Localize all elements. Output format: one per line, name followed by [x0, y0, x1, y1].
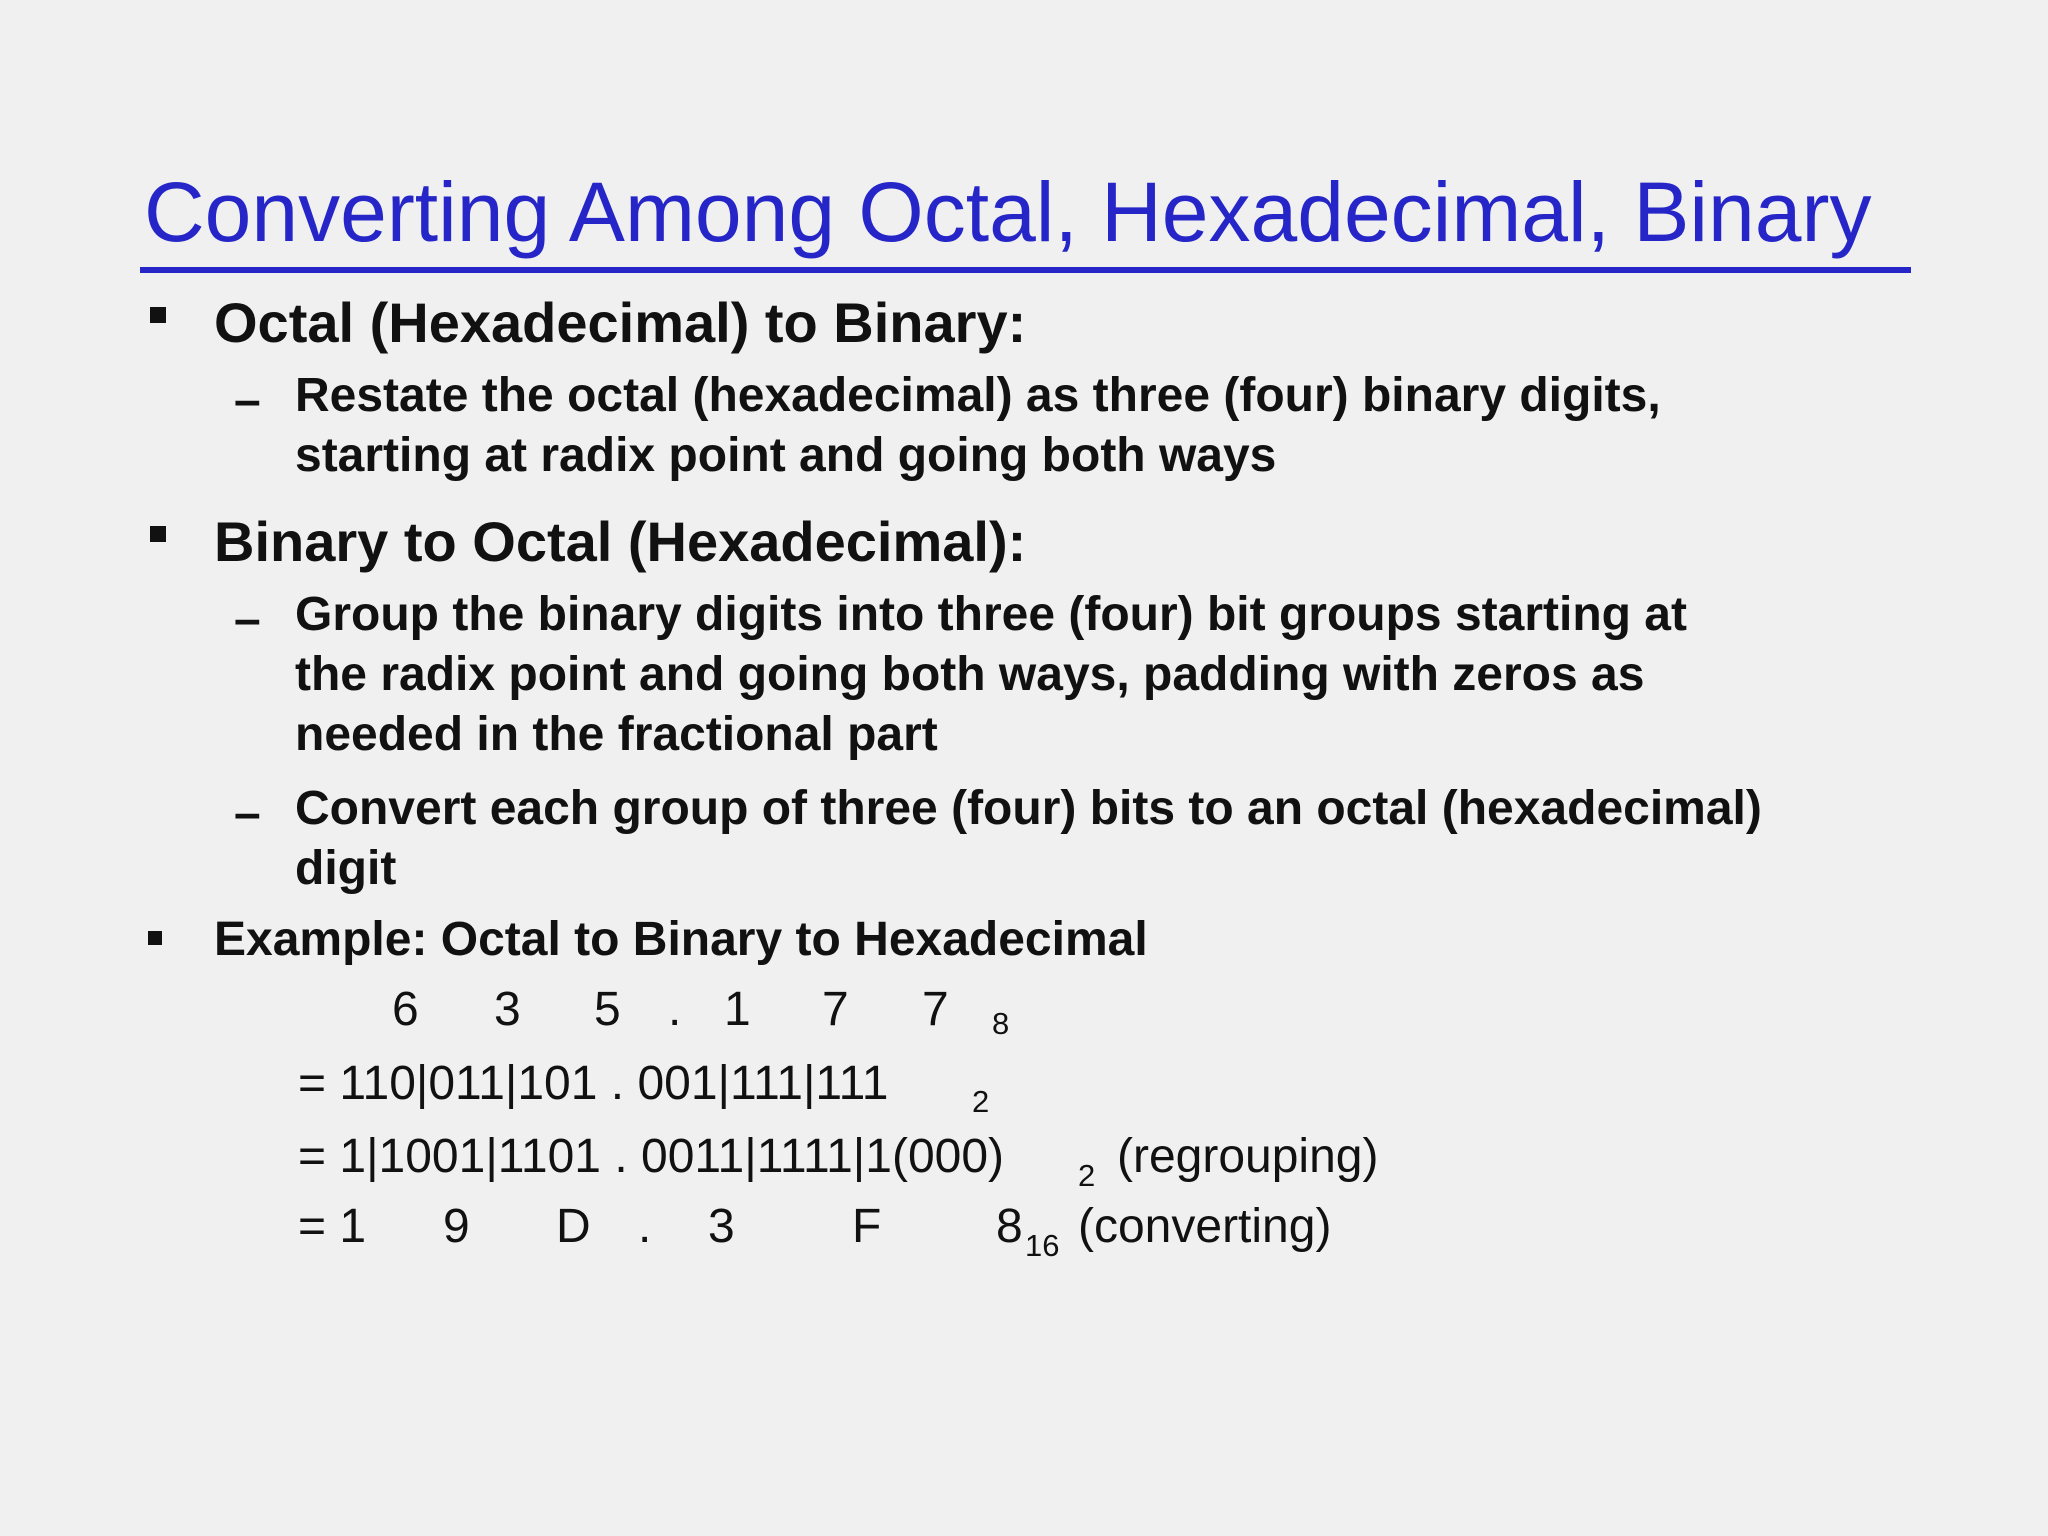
hex-note: (converting) — [1078, 1200, 1332, 1253]
octal-digit: 5 — [594, 983, 621, 1036]
text-line: needed in the fractional part — [295, 708, 938, 761]
sub-bullet-text — [295, 779, 1762, 899]
radix-point: . — [668, 983, 682, 1036]
bullet-square-icon — [148, 931, 162, 945]
bullet-heading: Example: Octal to Binary to Hexadecimal — [214, 913, 1148, 966]
dash-icon: – — [234, 787, 261, 840]
text-line: Convert each group of three (four) bits to an octal (hexadecimal) — [295, 782, 1762, 835]
binary-base-subscript: 2 — [972, 1084, 990, 1119]
regroup-line: = 1|1001|1101 . 0011|1111|1(000) — [298, 1130, 1005, 1183]
dash-icon: – — [234, 593, 261, 646]
octal-digit: 3 — [494, 983, 521, 1036]
bullet-heading: Octal (Hexadecimal) to Binary: — [214, 291, 1027, 354]
text-line: digit — [295, 842, 397, 895]
hex-digit: 9 — [443, 1200, 470, 1253]
hex-digit: 8 — [996, 1200, 1023, 1253]
hex-digit: D — [556, 1200, 591, 1253]
text-line: Group the binary digits into three (four) bit groups starting at — [295, 588, 1687, 641]
slide-title: Converting Among Octal, Hexadecimal, Binary — [144, 165, 1872, 259]
octal-digit: 7 — [922, 983, 949, 1036]
title-underline — [140, 267, 1911, 273]
octal-digit: 7 — [822, 983, 849, 1036]
bullet-square-icon — [150, 307, 166, 323]
bullet-heading: Binary to Octal (Hexadecimal): — [214, 510, 1027, 573]
bullet-square-icon — [150, 526, 166, 542]
text-line: the radix point and going both ways, padding with zeros as — [295, 648, 1645, 701]
regroup-note: (regrouping) — [1117, 1130, 1379, 1183]
hex-base-subscript: 16 — [1025, 1228, 1060, 1263]
octal-digit: 6 — [392, 983, 419, 1036]
text-line: Restate the octal (hexadecimal) as three (four) binary digits, — [295, 369, 1661, 422]
hex-equals: = 1 — [298, 1200, 367, 1253]
sub-bullet-text — [295, 366, 1661, 486]
sub-bullet-text — [295, 585, 1687, 765]
text-line: starting at radix point and going both ways — [295, 429, 1277, 482]
hex-digit: 3 — [708, 1200, 735, 1253]
radix-point: . — [638, 1200, 652, 1253]
binary-line: = 110|011|101 . 001|111|111 — [298, 1057, 889, 1110]
regroup-base-subscript: 2 — [1078, 1158, 1096, 1193]
octal-base-subscript: 8 — [992, 1006, 1010, 1041]
dash-icon: – — [234, 374, 261, 427]
octal-digit: 1 — [724, 983, 751, 1036]
hex-digit: F — [852, 1200, 882, 1253]
